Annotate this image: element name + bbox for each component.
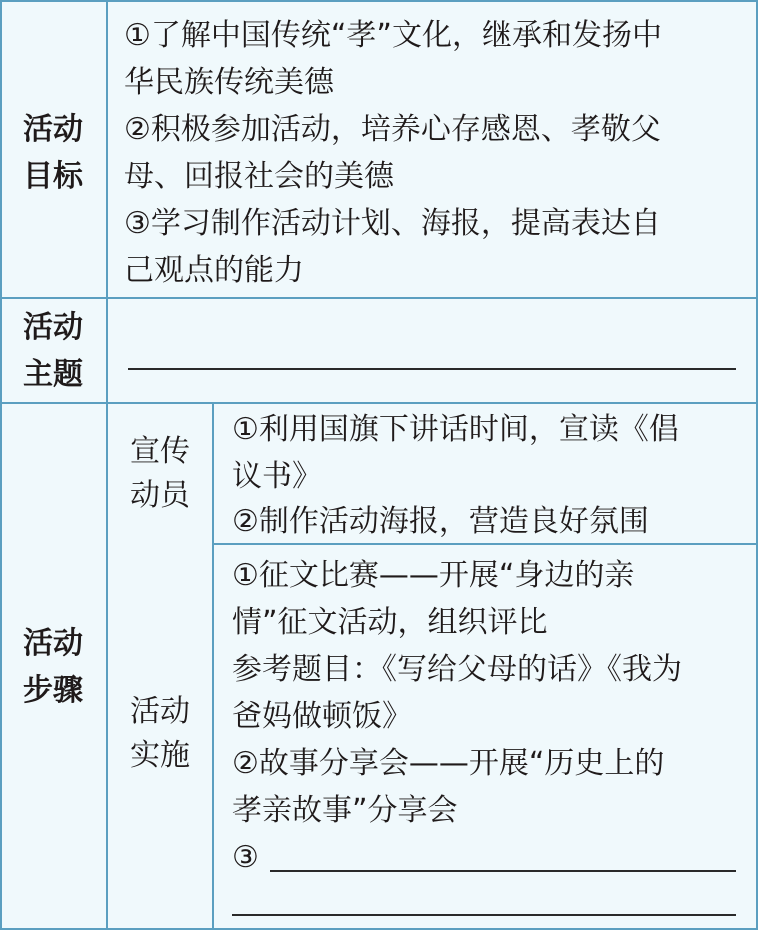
implement-label-line1: 活动 [130,694,190,729]
goals-line-5: ③学习制作活动计划、海报，提高表达自 [124,206,661,241]
steps-header [0,620,106,714]
mobilize-label-line1: 宣传 [130,434,190,469]
goals-line-2: 华民族传统美德 [124,65,334,100]
theme-header-line1: 活动 [23,310,83,345]
goals-header-line1: 活动 [23,112,83,147]
divider-goals-theme [0,297,758,299]
implement-line-3: 参考题目：《写给父母的话》《我为 [232,652,682,687]
goals-header-line2: 目标 [23,159,83,194]
theme-answer-blank[interactable] [128,368,736,370]
mobilize-line-2: 议书》 [232,459,322,494]
steps-header-line2: 步骤 [23,673,83,708]
goals-header [0,106,106,200]
goals-line-4: 母、回报社会的美德 [124,159,394,194]
mobilize-line-3: ②制作活动海报，营造良好氛围 [232,504,649,539]
theme-header-line2: 主题 [23,357,83,392]
mobilize-label-line2: 动员 [130,478,190,513]
implement-item3-marker: ③ [232,840,259,875]
goals-line-6: 己观点的能力 [124,253,304,288]
implement-label [108,690,212,778]
goals-line-3: ②积极参加活动，培养心存感恩、孝敬父 [124,112,661,147]
mobilize-line-1: ①利用国旗下讲话时间，宣读《倡 [232,412,679,447]
mobilize-label [108,430,212,518]
theme-header [0,304,106,398]
implement-label-line2: 实施 [130,738,190,773]
implement-line-6: 孝亲故事”分享会 [232,793,458,828]
implement-line-5: ②故事分享会——开展“历史上的 [232,746,665,781]
goals-line-1: ①了解中国传统“孝”文化，继承和发扬中 [124,18,662,53]
implement-line-2: 情”征文活动，组织评比 [232,605,548,640]
steps-header-line1: 活动 [23,626,83,661]
implement-line-1: ①征文比赛——开展“身边的亲 [232,558,635,593]
implement-item3-blank-1[interactable] [270,870,736,872]
divider-sub-column [212,403,214,930]
implement-line-4: 爸妈做顿饭》 [232,699,412,734]
divider-theme-steps [0,402,758,404]
implement-item3-blank-2[interactable] [232,914,736,916]
